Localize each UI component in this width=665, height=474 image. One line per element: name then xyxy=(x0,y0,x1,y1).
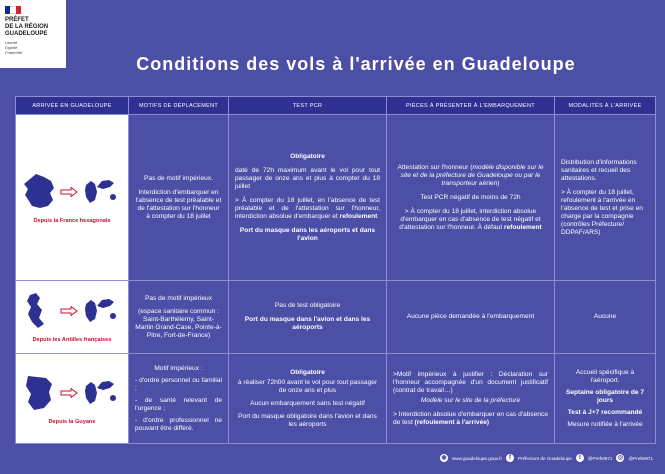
motifs-text: Pas de motif impérieux. xyxy=(144,174,213,182)
social-footer xyxy=(440,454,653,462)
modalites-text: Accueil spécifique à l'aéroport. xyxy=(575,368,635,384)
pcr-text: > À compter du 18 juillet, en l'absence de test préalable et de l'attestation sur l'honneur, interdiction absolue d'embarquer et xyxy=(235,196,380,220)
motifs-text: - de santé relevant de l'urgence ; xyxy=(135,396,222,412)
pcr-emphasis: refoulement xyxy=(339,212,378,220)
modalites-emphasis: Septaine obligatoire de 7 jours xyxy=(565,388,645,404)
facebook-icon: f xyxy=(506,454,514,462)
pieces-text: Aucune pièce demandée à l'embarquement xyxy=(406,313,535,320)
pcr-text: daté de 72h maximum avant le vol pour tout passager de onze ans et plus à compter du 18 juillet xyxy=(235,166,380,190)
motifs-text: - d'ordre professionnel ne pouvant être différé. xyxy=(135,416,222,432)
modalites-text: Mesure notifiée à l'arrivée xyxy=(567,420,643,428)
pieces-text: > Interdiction absolue d'embarquer en cas d'absence de test xyxy=(393,410,548,426)
pieces-emphasis: refoulement xyxy=(504,223,542,231)
modalites-text: > À compter du 18 juillet, refoulement à l'arrivée en l'absence de test et prise en charge par la compagnie (contrôles Préfecture/ DDPAF/ARS) xyxy=(561,188,643,236)
header-test-pcr: TEST PCR xyxy=(229,97,387,115)
page-title: Conditions des vols à l'arrivée en Guadeloupe xyxy=(136,54,576,74)
logo-line-2: DE LA RÉGION xyxy=(5,24,49,30)
pcr-cell xyxy=(229,115,387,281)
guadeloupe-map-icon xyxy=(82,294,122,328)
table-header-row xyxy=(16,97,656,115)
footer-facebook-link[interactable]: Préfecture de Guadeloupe xyxy=(517,455,572,461)
origin-label: Depuis la France hexagonale xyxy=(33,217,111,224)
footer-twitter-link[interactable]: @Prefet971 xyxy=(587,455,613,461)
origin-cell-france xyxy=(16,115,129,281)
twitter-icon: t xyxy=(576,454,584,462)
pieces-text: Test PCR négatif de moins de 72h xyxy=(420,193,521,201)
instagram-icon: ◎ xyxy=(617,455,624,461)
pcr-status: Obligatoire xyxy=(290,152,325,160)
pcr-cell xyxy=(229,354,387,444)
pieces-cell xyxy=(387,115,555,281)
guadeloupe-map-icon xyxy=(82,175,122,209)
arrow-right-icon xyxy=(60,187,78,197)
logo-line-3: GUADELOUPE xyxy=(5,31,48,37)
prefecture-logo xyxy=(0,0,66,68)
motifs-text: (espace sanitaire commun : Saint-Barthélemy, Saint-Martin Grand-Case, Pointe-à-Pitre, Fort-de-France) xyxy=(135,307,222,339)
header-motifs: MOTIFS DE DÉPLACEMENT xyxy=(129,97,229,115)
footer-website-link[interactable]: www.guadeloupe.gouv.fr xyxy=(452,455,502,461)
motifs-cell xyxy=(129,115,229,281)
header-modalites: MODALITÉS À L'ARRIVÉE xyxy=(555,97,656,115)
motifs-text: Pas de motif impérieux xyxy=(144,294,213,302)
header-pieces: PIÈCES À PRÉSENTER À L'EMBARQUEMENT xyxy=(387,97,555,115)
modalites-emphasis: Test à J+7 recommandé xyxy=(567,408,643,416)
pcr-text: à réaliser 72h00 avant le vol pour tout passager de onze ans et plus xyxy=(237,378,378,394)
motifs-text: - d'ordre personnel ou familial ; xyxy=(135,376,222,392)
pieces-italic: modèle disponible sur le site et de la préfecture de Guadeloupe ou par le transporteur xyxy=(400,163,544,187)
modalites-text: Aucune xyxy=(593,313,617,320)
pieces-italic: Modèle sur le site de la préfecture xyxy=(420,396,521,404)
pcr-status: Obligatoire xyxy=(290,368,325,376)
modalites-cell xyxy=(555,354,656,444)
pieces-text: > À compter du 18 juillet, interdiction absolue d'embarquer en cas d'absence de test négatif et d'attestation sur l'honneur. À défaut xyxy=(399,207,541,231)
guadeloupe-map-icon xyxy=(82,376,122,410)
origin-label: Depuis la Guyane xyxy=(48,418,96,425)
pieces-cell xyxy=(387,281,555,354)
modalites-text: Distribution d'informations sanitaires et recueil des attestations. xyxy=(561,158,637,182)
arrow-right-icon xyxy=(60,306,78,316)
pieces-text: >Motif impérieux à justifier : Déclaration sur l'honneur accompagnée d'un document justificatif (contrat de travail…) xyxy=(393,370,548,394)
guyane-map-icon xyxy=(22,374,56,412)
pcr-mask-text: Port du masque obligatoire dans l'avion et dans les aéroports xyxy=(238,412,377,428)
footer-instagram-link[interactable]: @Prefet971 xyxy=(628,455,654,461)
pieces-emphasis: (refoulement à l'arrivée) xyxy=(414,418,490,426)
modalites-cell xyxy=(555,281,656,354)
origin-cell-guyane xyxy=(16,354,129,444)
globe-icon: ◉ xyxy=(441,455,447,461)
table-row xyxy=(16,354,656,444)
french-flag-icon xyxy=(5,6,21,14)
logo-motto-1: Liberté xyxy=(5,40,18,45)
logo-motto-2: Égalité xyxy=(5,45,18,50)
modalites-cell xyxy=(555,115,656,281)
motifs-cell xyxy=(129,354,229,444)
pieces-cell xyxy=(387,354,555,444)
pieces-text: aérien) xyxy=(477,179,500,187)
logo-motto-3: Fraternité xyxy=(5,50,23,55)
antilles-map-icon xyxy=(22,292,56,330)
arrow-right-icon xyxy=(60,388,78,398)
france-map-icon xyxy=(22,173,56,211)
origin-label: Depuis les Antilles françaises xyxy=(32,337,112,343)
header-arrivee: ARRIVÉE EN GUADELOUPE xyxy=(16,97,129,115)
table-row xyxy=(16,115,656,281)
logo-line-1: PRÉFET xyxy=(5,17,29,23)
pcr-text: Pas de test obligatoire xyxy=(274,302,341,309)
pieces-text: Attestation sur l'honneur ( xyxy=(397,163,473,171)
table-row xyxy=(16,281,656,354)
conditions-table xyxy=(15,96,656,444)
origin-cell-antilles xyxy=(16,281,129,354)
pcr-mask-text: Port du masque dans l'avion et dans les aéroports xyxy=(244,316,371,331)
motifs-text: Interdiction d'embarquer en l'absence de test préalable et de l'attestation sur l'honneur à compter du 18 juillet xyxy=(135,188,222,220)
motifs-text: Motif impérieux : xyxy=(154,364,203,372)
pcr-cell xyxy=(229,281,387,354)
pcr-mask-text: Port du masque dans les aéroports et dans l'avion xyxy=(239,226,376,242)
motifs-cell xyxy=(129,281,229,354)
pcr-text: Aucun embarquement sans test négatif xyxy=(250,399,365,407)
